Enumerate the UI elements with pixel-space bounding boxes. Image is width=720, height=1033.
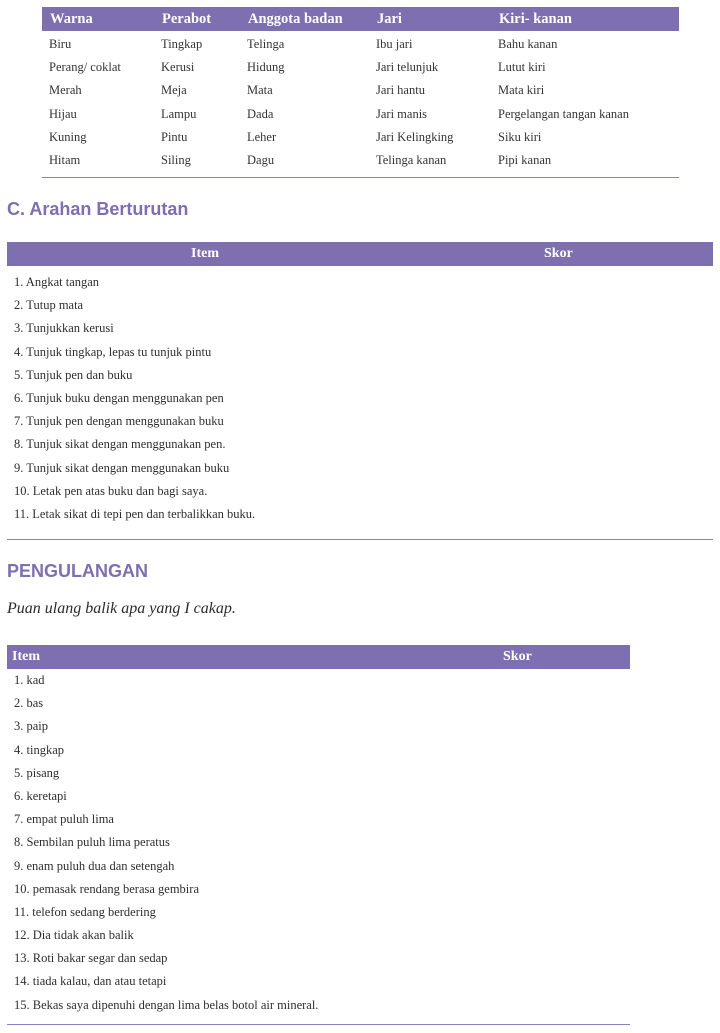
- table-bottom-rule: [42, 177, 679, 178]
- list-item: 5. Tunjuk pen dan buku: [14, 367, 133, 382]
- table-cell: Merah: [49, 83, 82, 98]
- pengulangan-instruction: Puan ulang balik apa yang I cakap.: [7, 600, 236, 617]
- header-jari: Jari: [369, 7, 491, 31]
- table-cell: Siling: [161, 153, 191, 168]
- table-row: [42, 79, 679, 102]
- table-cell: Siku kiri: [498, 129, 542, 144]
- table-cell: Jari manis: [376, 106, 428, 121]
- table-cell: Hidung: [247, 60, 285, 75]
- arahan-item-list: [14, 271, 255, 526]
- list-item: 7. empat puluh lima: [14, 812, 114, 827]
- pengulangan-header-bar: [7, 645, 630, 669]
- table-cell: Mata: [247, 83, 273, 98]
- table-row: [42, 126, 679, 149]
- table-cell: Jari Kelingking: [376, 129, 454, 144]
- list-item: 9. Tunjuk sikat dengan menggunakan buku: [14, 460, 230, 475]
- list-item: 7. Tunjuk pen dengan menggunakan buku: [14, 414, 224, 429]
- table-cell: Ibu jari: [376, 37, 413, 52]
- table-cell: Meja: [161, 83, 187, 98]
- table-row: [42, 31, 679, 56]
- table-cell: Kerusi: [161, 60, 195, 75]
- list-item: 8. Tunjuk sikat dengan menggunakan pen.: [14, 437, 226, 452]
- table-cell: Jari hantu: [376, 83, 425, 98]
- list-item: 4. Tunjuk tingkap, lepas tu tunjuk pintu: [14, 344, 212, 359]
- list-item: 4. tingkap: [14, 742, 64, 757]
- table-cell: Pergelangan tangan kanan: [498, 106, 629, 121]
- table-cell: Kuning: [49, 129, 87, 144]
- table-cell: Pintu: [161, 129, 188, 144]
- list-item: 2. Tutup mata: [14, 298, 84, 313]
- table-cell: Dagu: [247, 153, 275, 168]
- pengulangan-col-item: Item: [12, 649, 40, 664]
- categories-header-row: [42, 7, 679, 31]
- list-item: 6. Tunjuk buku dengan menggunakan pen: [14, 390, 224, 405]
- table-cell: Leher: [247, 129, 277, 144]
- table-cell: Tingkap: [161, 37, 203, 52]
- table-cell: Jari telunjuk: [376, 60, 439, 75]
- header-kiri-kanan: Kiri- kanan: [491, 7, 679, 31]
- section-title-pengulangan: PENGULANGAN: [7, 561, 149, 581]
- list-item: 9. enam puluh dua dan setengah: [14, 858, 175, 873]
- table-cell: Perang/ coklat: [49, 60, 121, 75]
- arahan-bottom-rule: [7, 539, 713, 540]
- header-anggota-badan: Anggota badan: [240, 7, 369, 31]
- list-item: 6. keretapi: [14, 788, 67, 803]
- table-cell: Bahu kanan: [498, 37, 558, 52]
- list-item: 11. Letak sikat di tepi pen dan terbalikkan buku.: [14, 506, 256, 521]
- pengulangan-item-list: [14, 669, 318, 1017]
- list-item: 10. pemasak rendang berasa gembira: [14, 881, 199, 896]
- table-cell: Telinga kanan: [376, 153, 447, 168]
- table-cell: Biru: [49, 37, 72, 52]
- table-cell: Pipi kanan: [498, 153, 552, 168]
- header-perabot: Perabot: [154, 7, 240, 31]
- list-item: 10. Letak pen atas buku dan bagi saya.: [14, 483, 208, 498]
- list-item: 2. bas: [14, 696, 44, 711]
- table-row: [42, 56, 679, 79]
- table-cell: Hitam: [49, 153, 81, 168]
- list-item: 12. Dia tidak akan balik: [14, 928, 134, 943]
- arahan-header-bar: [7, 242, 713, 266]
- list-item: 8. Sembilan puluh lima peratus: [14, 835, 170, 850]
- list-item: 1. Angkat tangan: [14, 275, 100, 289]
- categories-table: [42, 7, 679, 172]
- list-item: 11. telefon sedang berdering: [14, 904, 156, 919]
- pengulangan-col-skor: Skor: [503, 649, 532, 664]
- list-item: 1. kad: [14, 673, 45, 687]
- pengulangan-bottom-rule: [7, 1024, 630, 1025]
- list-item: 3. Tunjukkan kerusi: [14, 321, 114, 336]
- table-cell: Dada: [247, 106, 274, 121]
- list-item: 14. tiada kalau, dan atau tetapi: [14, 974, 167, 989]
- table-row: [42, 103, 679, 126]
- arahan-col-item: Item: [191, 246, 219, 261]
- list-item: 3. paip: [14, 719, 49, 734]
- table-row: [42, 149, 679, 172]
- list-item: 15. Bekas saya dipenuhi dengan lima belas botol air mineral.: [14, 997, 319, 1012]
- arahan-col-skor: Skor: [544, 246, 573, 261]
- table-cell: Lutut kiri: [498, 60, 546, 75]
- header-warna: Warna: [42, 7, 154, 31]
- table-cell: Lampu: [161, 106, 197, 121]
- table-cell: Hijau: [49, 106, 77, 121]
- list-item: 13. Roti bakar segar dan sedap: [14, 951, 168, 966]
- table-cell: Telinga: [247, 37, 285, 52]
- list-item: 5. pisang: [14, 765, 60, 780]
- table-cell: Mata kiri: [498, 83, 545, 98]
- section-title-arahan: C. Arahan Berturutan: [7, 199, 189, 219]
